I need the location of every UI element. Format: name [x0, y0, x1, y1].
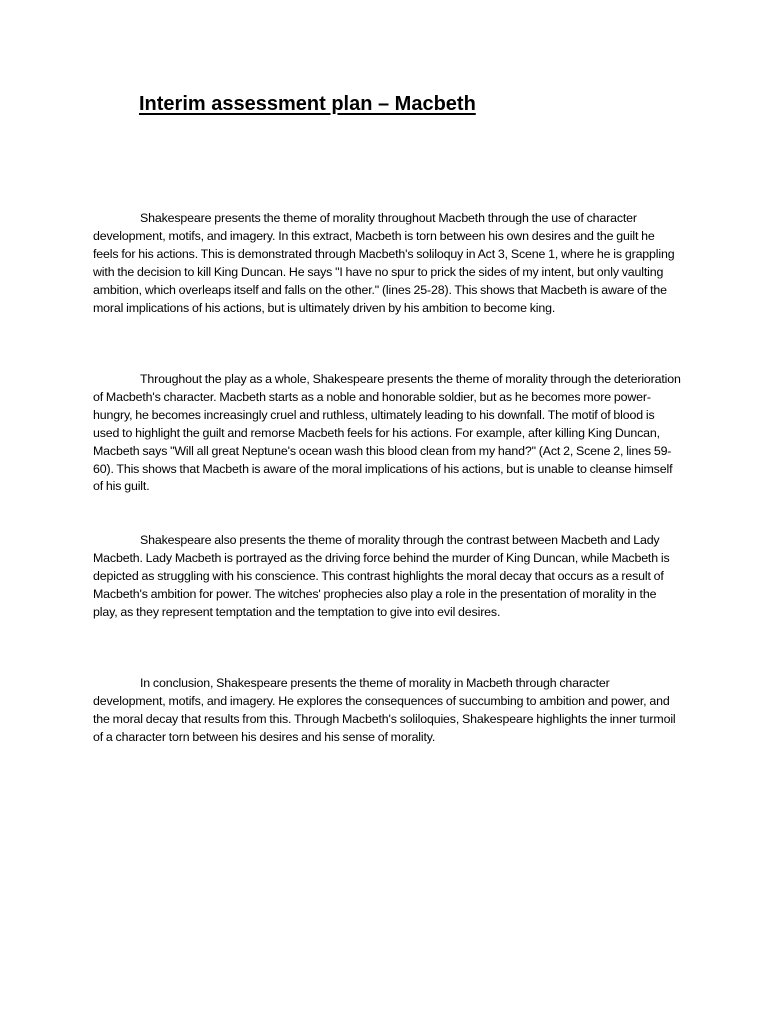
- paragraph-2: Throughout the play as a whole, Shakespeare presents the theme of morality through the deterioration of Macbeth's character. Macbeth starts as a noble and honorable soldier, but as he becomes more power-hungry, he becomes increasingly cruel and ruthless, ultimately leading to his downfall. The motif of blood is used to highlight the guilt and remorse Macbeth feels for his actions. For example, after killing King Duncan, Macbeth says "Will all great Neptune's ocean wash this blood clean from my hand?" (Act 2, Scene 2, lines 59-60). This shows that Macbeth is aware of the moral implications of his actions, but is unable to cleanse himself of his guilt.: [93, 372, 681, 494]
- paragraph-3: Shakespeare also presents the theme of morality through the contrast between Macbeth and Lady Macbeth. Lady Macbeth is portrayed as the driving force behind the murder of King Duncan, while Macbeth is depicted as struggling with his conscience. This contrast highlights the moral decay that occurs as a result of Macbeth's ambition for power. The witches' prophecies also play a role in the presentation of morality in the play, as they represent temptation and the temptation to give into evil desires.: [93, 533, 670, 619]
- document-title: Interim assessment plan – Macbeth: [139, 93, 476, 115]
- paragraph-4: In conclusion, Shakespeare presents the theme of morality in Macbeth through character development, motifs, and imagery. He explores the consequences of succumbing to ambition and power, and the moral decay that results from this. Through Macbeth's soliloquies, Shakespeare highlights the inner turmoil of a character torn between his desires and his sense of morality.: [93, 676, 676, 744]
- paragraph-1: Shakespeare presents the theme of morality throughout Macbeth through the use of character development, motifs, and imagery. In this extract, Macbeth is torn between his own desires and the guilt he feels for his actions. This is demonstrated through Macbeth's soliloquy in Act 3, Scene 1, where he is grappling with the decision to kill King Duncan. He says "I have no spur to prick the sides of my intent, but only vaulting ambition, which overleaps itself and falls on the other." (lines 25-28). This shows that Macbeth is aware of the moral implications of his actions, but is ultimately driven by his ambition to become king.: [93, 211, 675, 315]
